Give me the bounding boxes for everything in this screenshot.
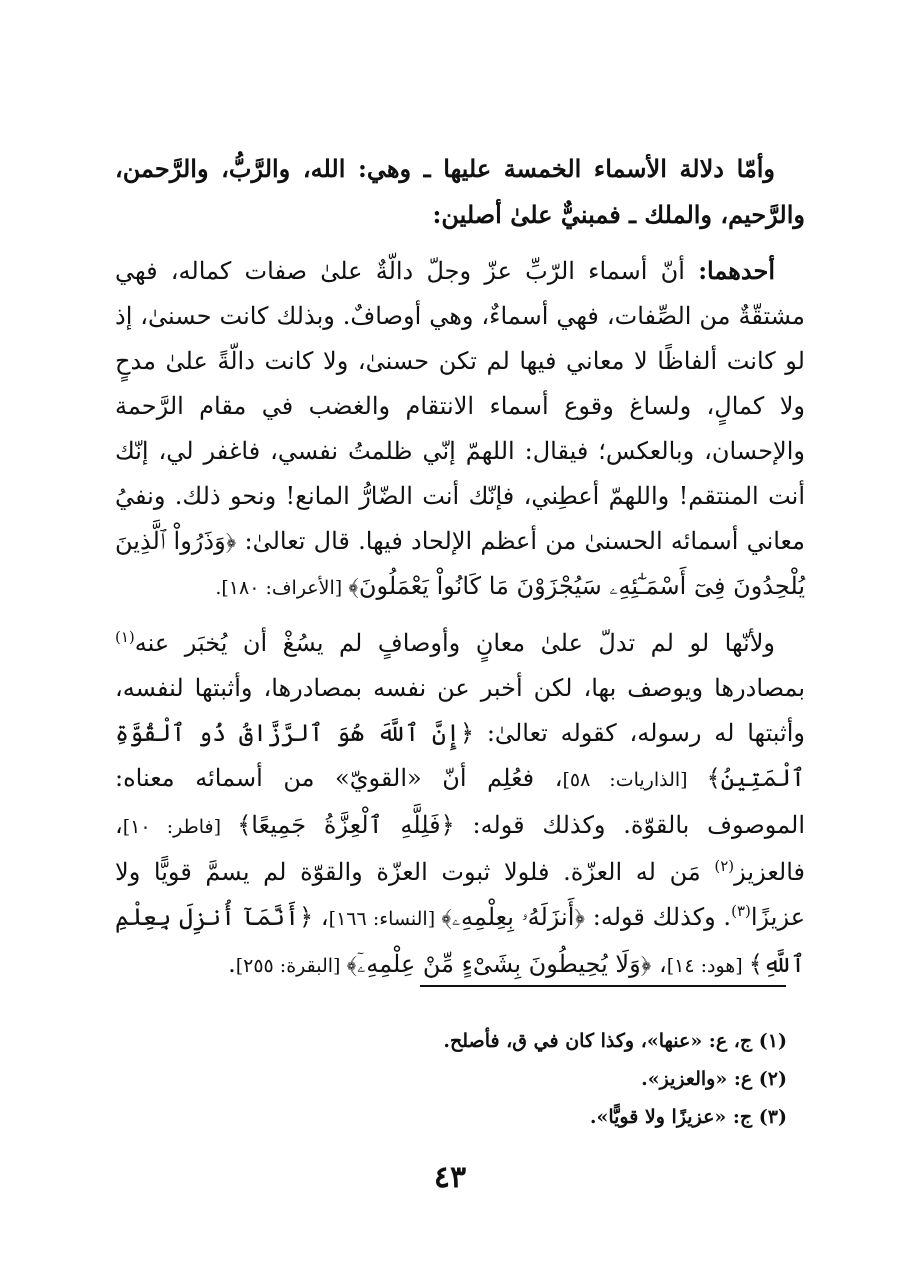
footnote-3: (٣) ج: «عزيزًا ولا قويًّا».	[589, 1106, 787, 1128]
verse-reference: [البقرة: ٢٥٥]	[235, 955, 347, 977]
paragraph-text: ،	[313, 903, 329, 931]
main-text	[115, 146, 805, 989]
paragraph-text: ، فالعزيز	[115, 811, 805, 886]
verse-reference: [النساء: ١٦٦]	[328, 908, 442, 930]
paragraph-second-principle	[115, 621, 805, 989]
footnote-marker-1[interactable]: (١)	[115, 628, 135, 646]
footnote-divider	[420, 985, 786, 987]
footnotes	[287, 1022, 787, 1136]
footnote-marker-3[interactable]: (٣)	[731, 902, 751, 920]
paragraph-text: ،	[651, 950, 667, 978]
verse-reference: [هود: ١٤]	[666, 955, 749, 977]
paragraph-text: . وكذلك قوله:	[585, 903, 732, 931]
verse-reference: [الأعراف: ١٨٠].	[215, 577, 349, 599]
paragraph-first-principle	[115, 248, 805, 611]
paragraph-text: مَن له العزّة. فلولا ثبوت العزّة والقوّة لم يسمَّ قويًّا ولا عزيزًا	[115, 858, 806, 931]
quran-verse: ﴿أَنزَلَهُۥ بِعِلْمِهِۦ﴾	[441, 903, 586, 931]
page-number: ٤٣	[433, 1160, 467, 1195]
quran-verse: ﴿أَنَّمَآ أُنزِلَ بِعِلْمِ ٱللَّهِ﴾	[115, 903, 805, 978]
intro-heading: وأمّا دلالة الأسماء الخمسة عليها ـ وهي: الله، والرَّبُّ، والرَّحمن، والرَّحيم، والملك ـ فمبنيٌّ علىٰ أصلين:	[115, 154, 805, 229]
quran-verse: ﴿وَذَرُواْ ٱلَّذِينَ يُلْحِدُونَ فِىٓ أَسْمَـٰٓئِهِۦ سَيُجْزَوْنَ مَا كَانُواْ يَعْمَلُونَ﴾	[115, 527, 805, 600]
first-principle-label: أحدهما:	[698, 256, 775, 285]
footnote-1: (١) ج، ع: «عنها»، وكذا كان في ق، فأصلح.	[443, 1030, 787, 1052]
paragraph-text: ، فعُلِم أنّ «القويّ» من أسمائه معناه: الموصوف بالقوّة. وكذلك قوله:	[115, 764, 805, 839]
paragraph-text: بمصادرها ويوصف بها، لكن أخبر عن نفسه بمصادرها، وأثبتها لنفسه، وأثبتها له رسوله، كقوله تعالىٰ:	[115, 674, 805, 747]
quran-verse: ﴿إِنَّ ٱللَّهَ هُوَ ٱلرَّزَّاقُ ذُو ٱلْقُوَّةِ ٱلْمَتِينُ﴾	[115, 719, 805, 792]
quran-verse: ﴿فَلِلَّهِ ٱلْعِزَّةُ جَمِيعًا﴾	[237, 811, 455, 839]
paragraph-text: .	[228, 950, 236, 978]
footnote-2: (٢) ع: «والعزيز».	[641, 1068, 787, 1090]
paragraph-text: أنّ أسماء الرّبِّ عزّ وجلّ دالّةٌ علىٰ صفات كماله، فهي مشتقّةٌ من الصِّفات، فهي أسماءٌ، وهي أوصافٌ. وبذلك كانت حسنىٰ، إذ لو كانت ألفاظًا لا معاني فيها لم تكن حسنىٰ، ولا كانت دالّةً علىٰ مدحٍ ولا كمالٍ، ولساغ وقوع أسماء الانتقام والغضب في مقام الرَّحمة والإحسان، وبالعكس؛ فيقال: اللهمّ إنّي ظلمتُ نفسي، فاغفر لي، إنّك أنت المنتقم! واللهمّ أعطِني، فإنّك أنت الضّارُّ المانع! ونحو ذلك. ونفيُ معاني أسمائه الحسنىٰ من أعظم الإلحاد فيها. قال تعالىٰ:	[115, 257, 805, 555]
verse-reference: [فاطر: ١٠]	[122, 816, 238, 838]
paragraph-intro	[115, 146, 805, 238]
footnote-marker-2[interactable]: (٢)	[714, 857, 735, 875]
quran-verse: ﴿وَلَا يُحِيطُونَ بِشَىْءٍ مِّنْ عِلْمِهِۦٓ﴾	[346, 950, 652, 978]
paragraph-text: ولأنّها لو لم تدلّ علىٰ معانٍ وأوصافٍ لم يسُغْ أن يُخبَر عنه	[134, 629, 776, 657]
verse-reference: [الذاريات: ٥٨]	[562, 769, 707, 791]
